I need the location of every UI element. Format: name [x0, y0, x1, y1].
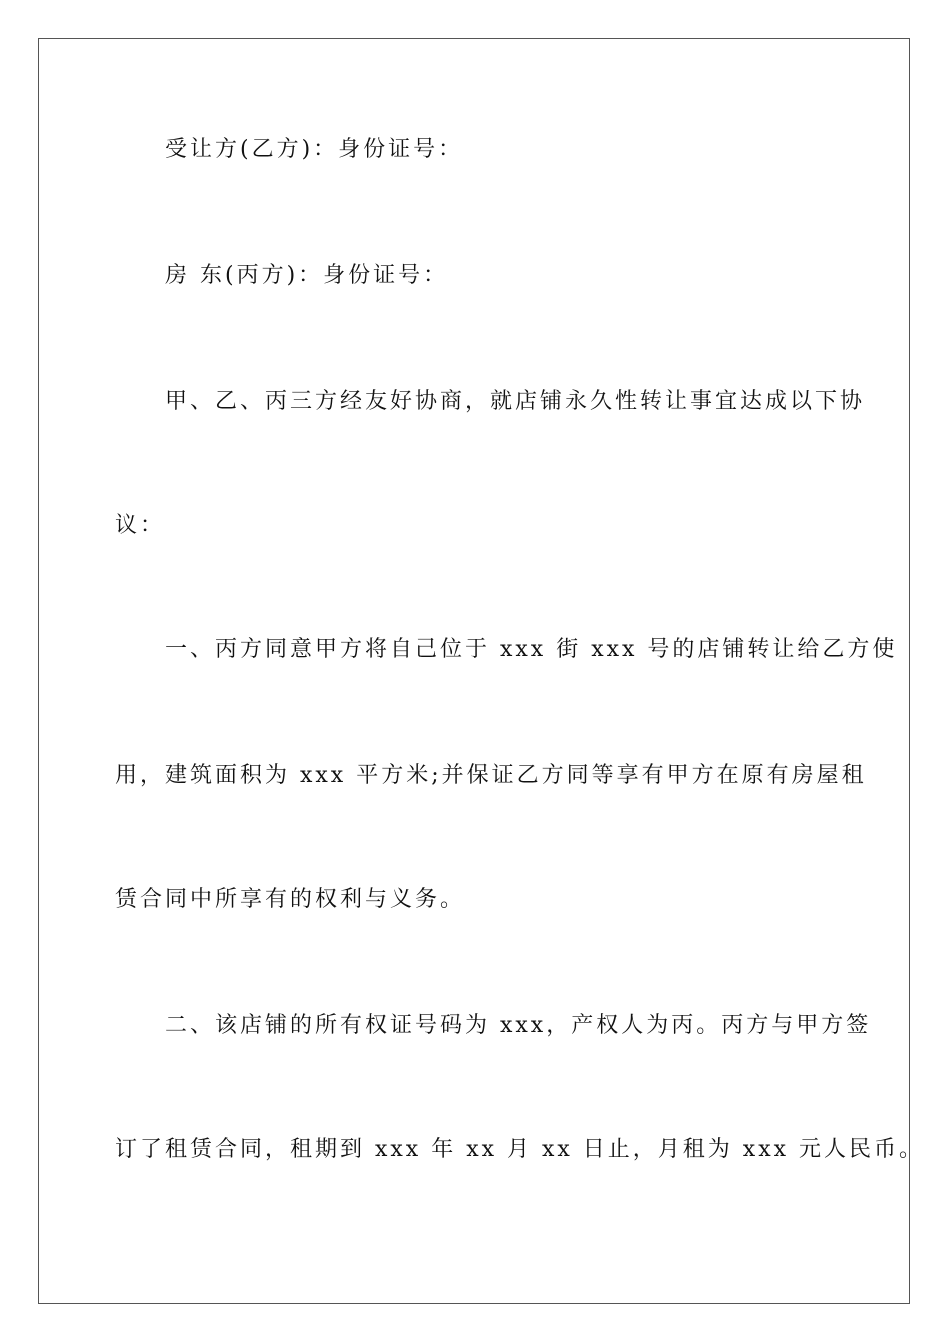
document-page [38, 38, 925, 1304]
landlord-line: 房 东(丙方)：身份证号： [165, 263, 449, 288]
clause-two-line-1: 二、该店铺的所有权证号码为 xxx，产权人为丙。丙方与甲方签 [165, 1013, 872, 1038]
agreement-intro-line-1: 甲、乙、丙三方经友好协商，就店铺永久性转让事宜达成以下协 [165, 389, 866, 414]
agreement-intro-line-2: 议： [115, 513, 166, 538]
transferee-line: 受让方(乙方)：身份证号： [165, 137, 464, 162]
clause-two-line-2: 订了租赁合同，租期到 xxx 年 xx 月 xx 日止，月租为 xxx 元人民币。 [115, 1137, 925, 1162]
clause-one-line-1: 一、丙方同意甲方将自己位于 xxx 街 xxx 号的店铺转让给乙方使 [165, 637, 898, 662]
clause-one-line-3: 赁合同中所享有的权利与义务。 [115, 887, 466, 912]
clause-one-line-2: 用，建筑面积为 xxx 平方米;并保证乙方同等享有甲方在原有房屋租 [115, 763, 867, 788]
